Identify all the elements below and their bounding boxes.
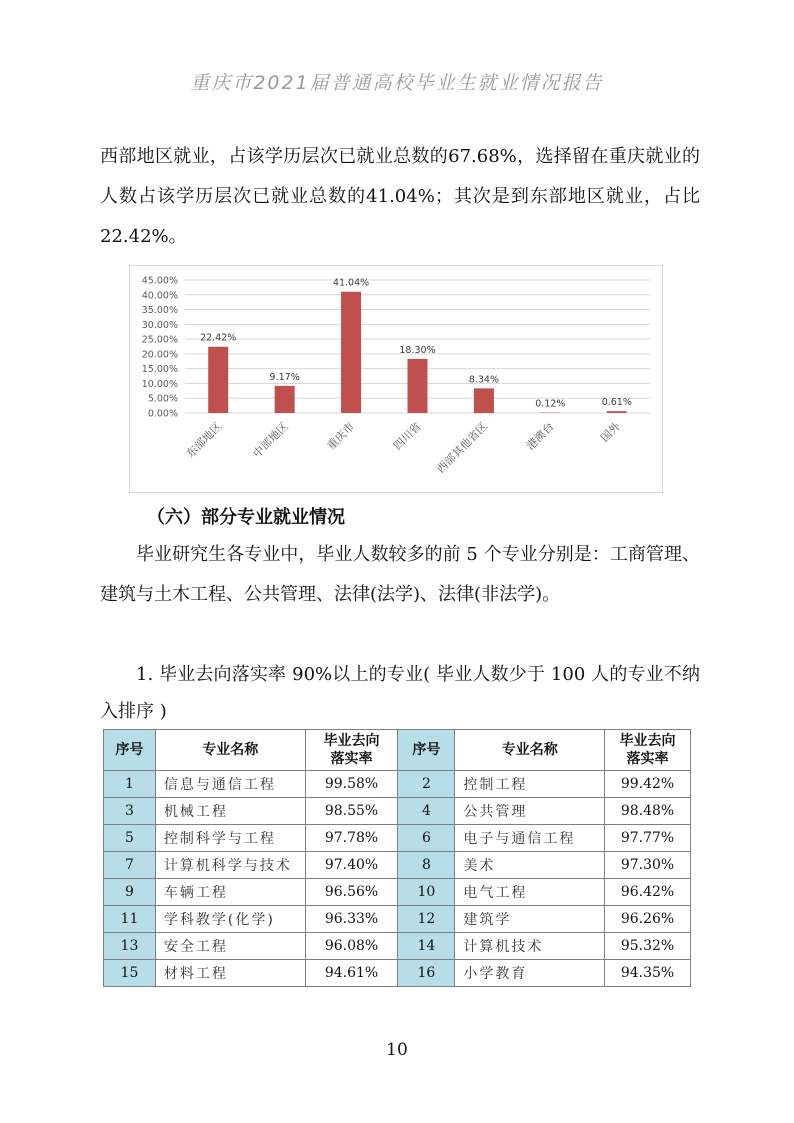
cell-index: 3 bbox=[104, 798, 156, 825]
cell-rate: 96.56% bbox=[305, 879, 398, 906]
cell-index: 6 bbox=[398, 825, 455, 852]
cell-index: 9 bbox=[104, 879, 156, 906]
cell-rate: 95.32% bbox=[605, 933, 691, 960]
cell-rate: 98.48% bbox=[605, 798, 691, 825]
data-label: 22.42% bbox=[200, 332, 237, 344]
x-tick-label: 国外 bbox=[598, 419, 623, 445]
cell-rate: 97.30% bbox=[605, 852, 691, 879]
cell-index: 10 bbox=[398, 879, 455, 906]
col-header: 毕业去向落实率 bbox=[305, 730, 398, 771]
bar-chart bbox=[129, 265, 663, 493]
cell-index: 11 bbox=[104, 906, 156, 933]
x-tick-label: 中部地区 bbox=[250, 419, 291, 461]
col-header: 序号 bbox=[104, 730, 156, 771]
data-label: 41.04% bbox=[332, 277, 370, 289]
bar bbox=[408, 359, 428, 413]
paragraph: 毕业研究生各专业中，毕业人数较多的前 5 个专业分别是：工商管理、建筑与土木工程、公共管理、法律(法学)、法律(非法学)。 bbox=[100, 544, 700, 605]
cell-major: 机械工程 bbox=[155, 798, 305, 825]
cell-rate: 96.33% bbox=[305, 906, 398, 933]
cell-rate: 96.26% bbox=[605, 906, 691, 933]
table-row bbox=[104, 933, 691, 960]
y-tick-label: 20.00% bbox=[141, 349, 178, 361]
y-tick-label: 0.00% bbox=[147, 408, 178, 420]
cell-major: 电气工程 bbox=[455, 879, 605, 906]
cell-index: 14 bbox=[398, 933, 455, 960]
cell-major: 建筑学 bbox=[455, 906, 605, 933]
cell-index: 8 bbox=[398, 852, 455, 879]
cell-major: 学科教学(化学) bbox=[155, 906, 305, 933]
table-row bbox=[104, 798, 691, 825]
bar bbox=[341, 292, 361, 413]
table-row bbox=[104, 852, 691, 879]
cell-index: 16 bbox=[398, 960, 455, 987]
y-tick-label: 30.00% bbox=[141, 319, 178, 331]
y-tick-label: 40.00% bbox=[141, 290, 178, 302]
table-row bbox=[104, 960, 691, 987]
paragraph: 西部地区就业，占该学历层次已就业总数的67.68%，选择留在重庆就业的人数占该学历层次已就业总数的41.04%；其次是到东部地区就业，占比22.42%。 bbox=[100, 146, 700, 247]
cell-index: 5 bbox=[104, 825, 156, 852]
cell-major: 计算机科学与技术 bbox=[155, 852, 305, 879]
data-label: 18.30% bbox=[399, 344, 436, 356]
cell-rate: 94.61% bbox=[305, 960, 398, 987]
x-tick-label: 西部其他省区 bbox=[434, 419, 491, 476]
col-header: 毕业去向落实率 bbox=[605, 730, 691, 771]
data-label: 0.12% bbox=[535, 398, 566, 410]
cell-index: 15 bbox=[104, 960, 156, 987]
cell-index: 4 bbox=[398, 798, 455, 825]
x-tick-label: 四川省 bbox=[391, 419, 424, 453]
y-tick-label: 25.00% bbox=[141, 334, 178, 346]
cell-index: 12 bbox=[398, 906, 455, 933]
cell-index: 2 bbox=[398, 771, 455, 798]
bar bbox=[275, 386, 295, 413]
cell-major: 计算机技术 bbox=[455, 933, 605, 960]
cell-major: 安全工程 bbox=[155, 933, 305, 960]
cell-major: 控制工程 bbox=[455, 771, 605, 798]
y-tick-label: 5.00% bbox=[147, 393, 178, 405]
y-tick-label: 35.00% bbox=[141, 305, 178, 317]
cell-rate: 97.78% bbox=[305, 825, 398, 852]
y-tick-label: 15.00% bbox=[141, 364, 178, 376]
paragraph: 1. 毕业去向落实率 90%以上的专业( 毕业人数少于 100 人的专业不纳入排序 ) bbox=[100, 664, 700, 722]
cell-major: 电子与通信工程 bbox=[455, 825, 605, 852]
cell-rate: 99.58% bbox=[305, 771, 398, 798]
cell-rate: 96.08% bbox=[305, 933, 398, 960]
cell-major: 美术 bbox=[455, 852, 605, 879]
bar bbox=[208, 347, 228, 413]
cell-index: 1 bbox=[104, 771, 156, 798]
table-row bbox=[104, 825, 691, 852]
cell-major: 车辆工程 bbox=[155, 879, 305, 906]
cell-major: 公共管理 bbox=[455, 798, 605, 825]
cell-major: 控制科学与工程 bbox=[155, 825, 305, 852]
data-label: 0.61% bbox=[601, 397, 632, 409]
y-tick-label: 45.00% bbox=[141, 275, 178, 287]
cell-index: 13 bbox=[104, 933, 156, 960]
cell-rate: 94.35% bbox=[605, 960, 691, 987]
major-table bbox=[103, 729, 691, 987]
data-label: 9.17% bbox=[269, 371, 300, 383]
col-header: 专业名称 bbox=[455, 730, 605, 771]
bar bbox=[474, 388, 494, 413]
running-header: 重庆市2021届普通高校毕业生就业情况报告 bbox=[190, 72, 604, 94]
section-heading: （六）部分专业就业情况 bbox=[147, 507, 345, 528]
x-tick-label: 港澳台 bbox=[523, 419, 557, 453]
data-label: 8.34% bbox=[468, 374, 500, 386]
table-row bbox=[104, 906, 691, 933]
x-tick-label: 东部地区 bbox=[184, 419, 225, 461]
bar bbox=[607, 411, 627, 413]
table-row bbox=[104, 879, 691, 906]
cell-rate: 99.42% bbox=[605, 771, 691, 798]
page-number: 10 bbox=[386, 1040, 408, 1060]
cell-rate: 96.42% bbox=[605, 879, 691, 906]
col-header: 序号 bbox=[398, 730, 455, 771]
cell-rate: 97.77% bbox=[605, 825, 691, 852]
col-header: 专业名称 bbox=[155, 730, 305, 771]
cell-rate: 97.40% bbox=[305, 852, 398, 879]
cell-major: 小学教育 bbox=[455, 960, 605, 987]
cell-rate: 98.55% bbox=[305, 798, 398, 825]
cell-major: 材料工程 bbox=[155, 960, 305, 987]
cell-index: 7 bbox=[104, 852, 156, 879]
table-row bbox=[104, 771, 691, 798]
cell-major: 信息与通信工程 bbox=[155, 771, 305, 798]
y-tick-label: 10.00% bbox=[141, 378, 178, 390]
x-tick-label: 重庆市 bbox=[324, 419, 358, 453]
